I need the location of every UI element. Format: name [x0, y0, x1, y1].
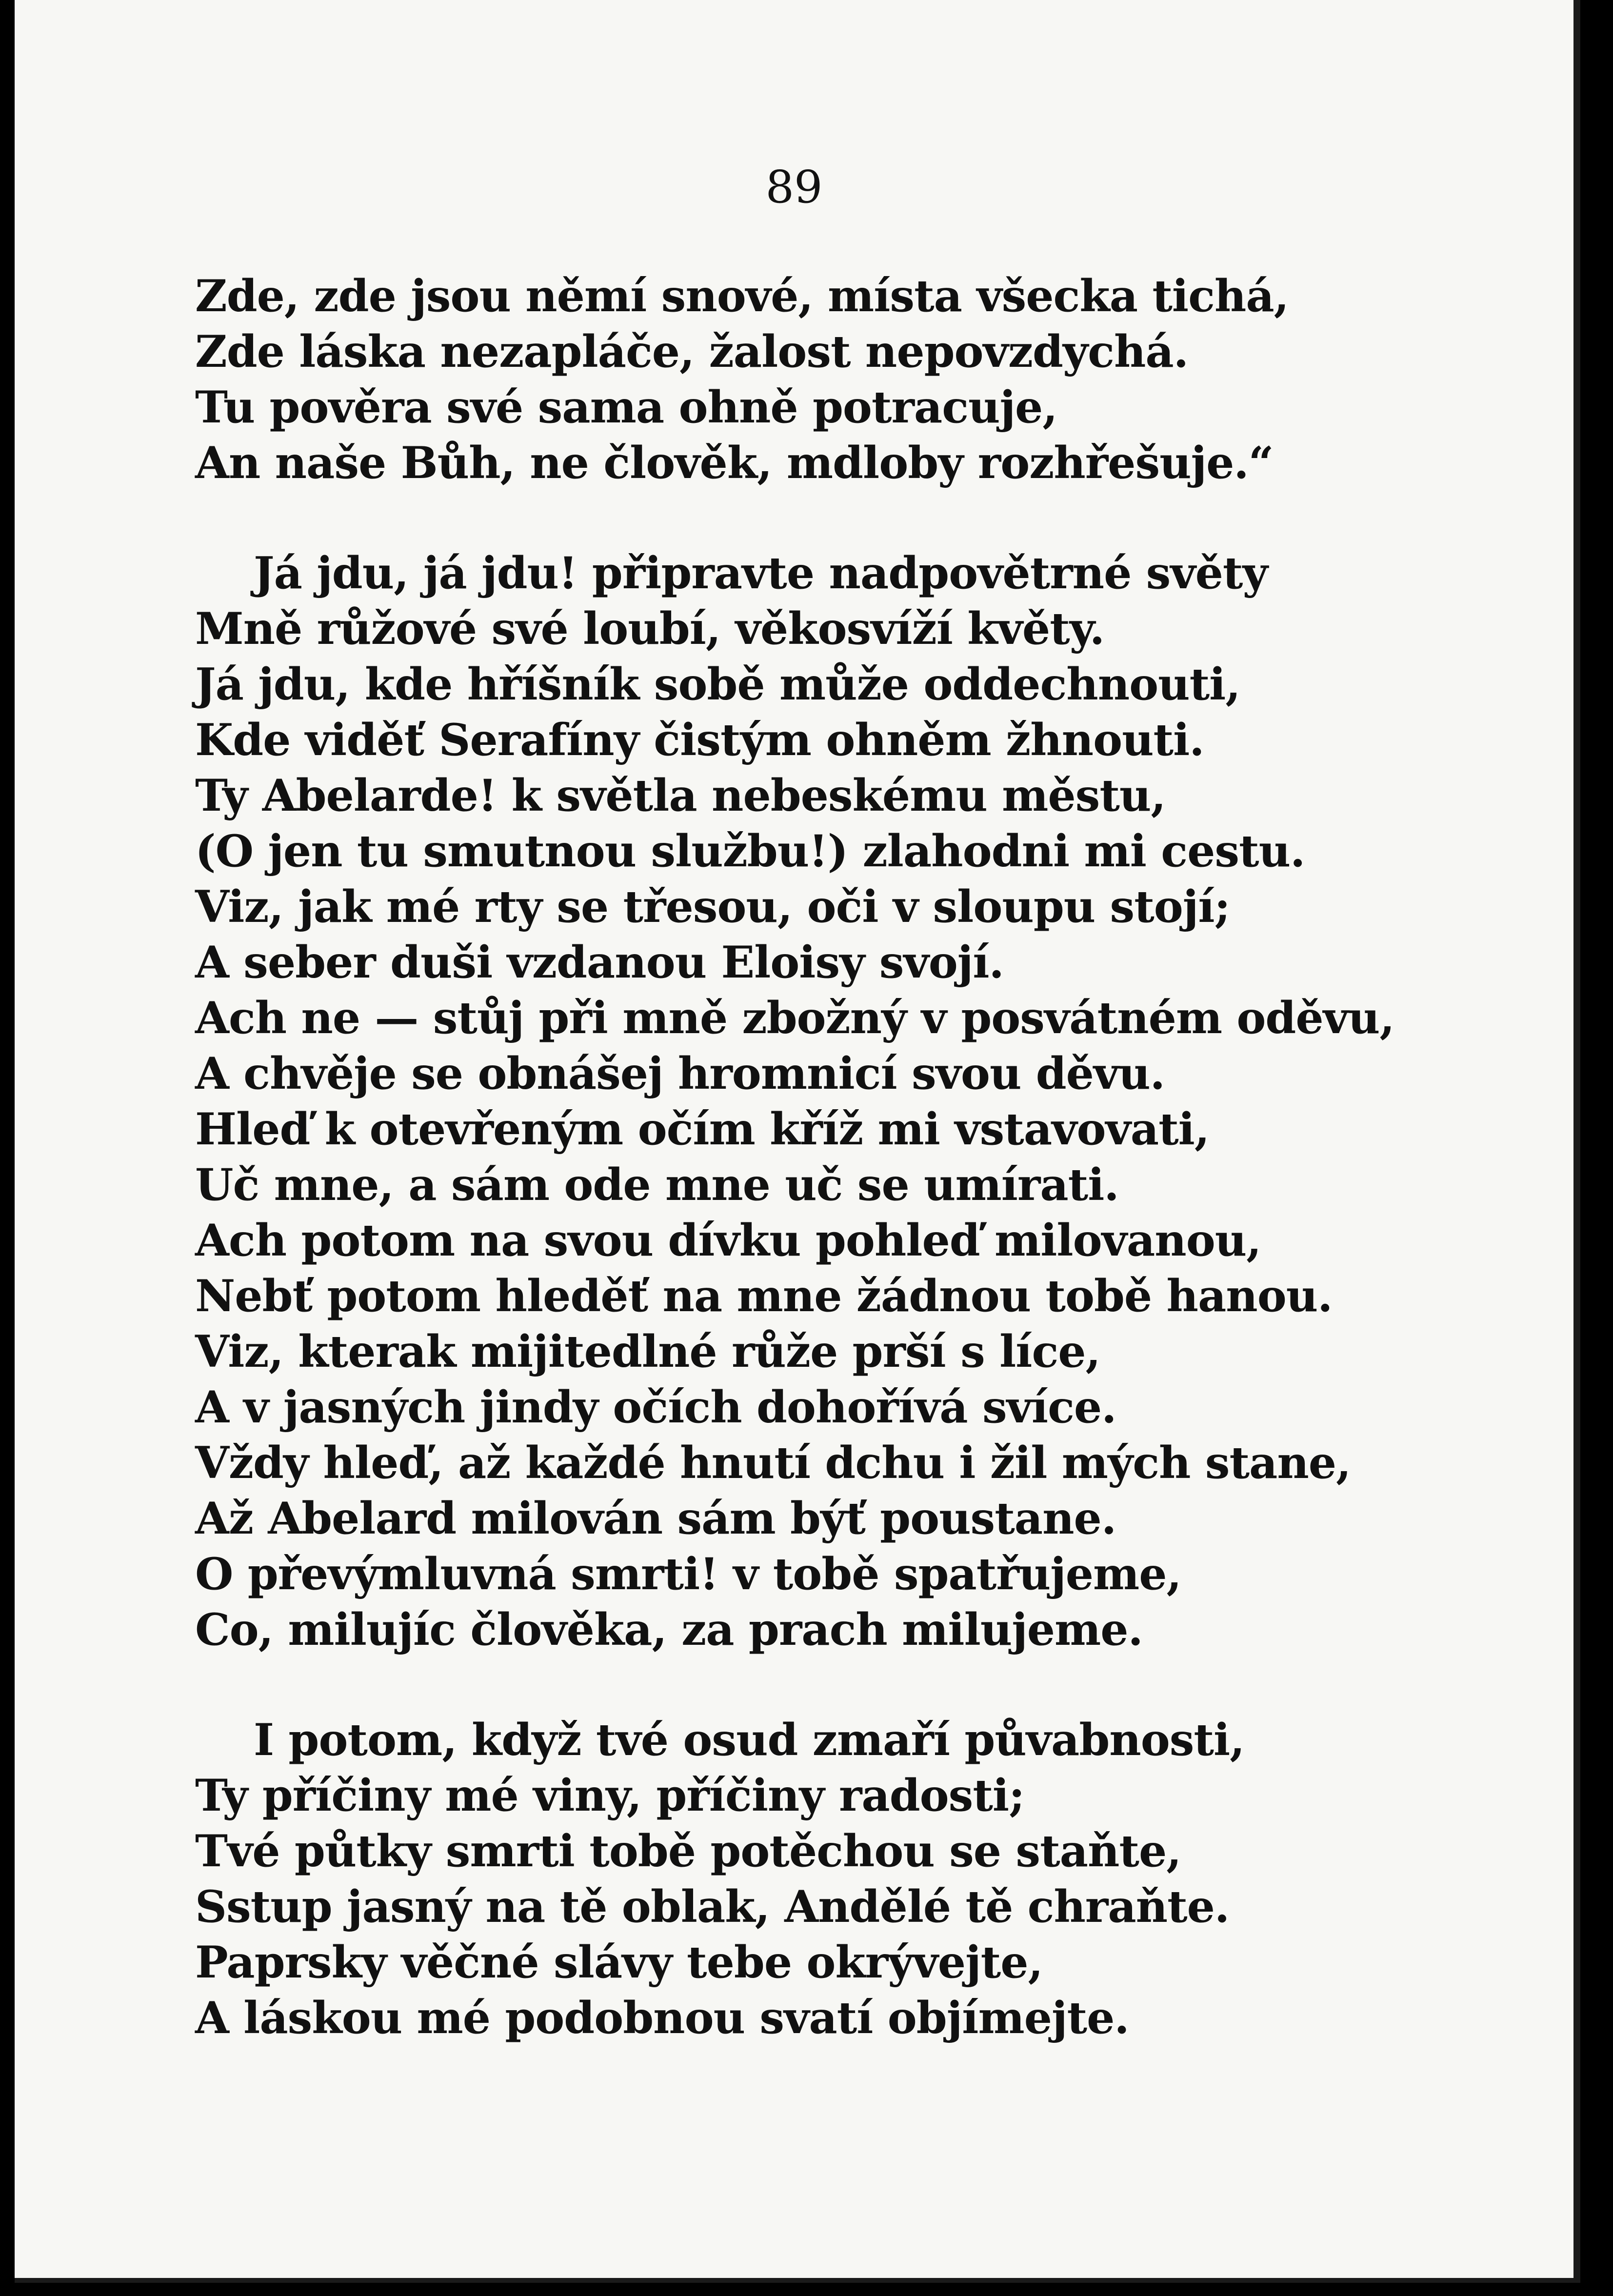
verse-line: A v jasných jindy očích dohořívá svíce. — [195, 1381, 1116, 1433]
verse-line: Uč mne, a sám ode mne uč se umírati. — [195, 1159, 1119, 1211]
verse-line: Mně růžové své loubí, věkosvíží květy. — [195, 603, 1105, 655]
verse-line: Sstup jasný na tě oblak, Andělé tě chraňte. — [195, 1881, 1230, 1933]
verse-line: Viz, jak mé rty se třesou, oči v sloupu stojí; — [195, 881, 1230, 933]
verse-line: A láskou mé podobnou svatí objímejte. — [195, 1992, 1129, 2044]
verse-line: I potom, když tvé osud zmaří půvabnosti, — [254, 1714, 1245, 1766]
verse-line: Já jdu, kde hříšník sobě může oddechnouti, — [195, 659, 1240, 710]
verse-line: An naše Bůh, ne člověk, mdloby rozhřešuje.“ — [195, 437, 1274, 489]
verse-line: Paprsky věčné slávy tebe okrývejte, — [195, 1937, 1043, 1988]
verse-line: Až Abelard milován sám býť poustane. — [195, 1493, 1116, 1544]
verse-line: Zde, zde jsou němí snové, místa všecka tichá, — [195, 270, 1289, 322]
verse-line: Zde láska nezapláče, žalost nepovzdychá. — [195, 326, 1189, 378]
verse-line: Vždy hleď, až každé hnutí dchu i žil mých stane, — [195, 1437, 1351, 1489]
verse-line: (O jen tu smutnou službu!) zlahodni mi cestu. — [195, 825, 1305, 877]
verse-line: O převýmluvná smrti! v tobě spatřujeme, — [195, 1548, 1181, 1600]
stanza-3 — [195, 1712, 1366, 2046]
page-number: 89 — [765, 161, 823, 213]
verse-line: Co, milujíc člověka, za prach milujeme. — [195, 1604, 1143, 1656]
verse-line: Ty Abelarde! k světla nebeskému městu, — [195, 770, 1166, 821]
verse-line: Já jdu, já jdu! připravte nadpovětrné světy — [254, 547, 1268, 599]
verse-line: Ach ne — stůj při mně zbožný v posvátném oděvu, — [195, 992, 1394, 1044]
verse-line: Hleď k otevřeným očím kříž mi vstavovati, — [195, 1103, 1210, 1155]
verse-line: Ach potom na svou dívku pohleď milovanou, — [195, 1215, 1261, 1266]
verse-line: Tu pověra své sama ohně potracuje, — [195, 381, 1057, 433]
stanza-1 — [195, 268, 1366, 491]
verse-line: Nebť potom hleděť na mne žádnou tobě hanou. — [195, 1270, 1333, 1322]
verse-line: Ty příčiny mé viny, příčiny radosti; — [195, 1770, 1025, 1821]
stanza-2 — [195, 545, 1394, 1657]
verse-line: A chvěje se obnášej hromnicí svou děvu. — [195, 1048, 1165, 1099]
verse-line: Viz, kterak mijitedlné růže prší s líce, — [195, 1326, 1100, 1378]
verse-line: A seber duši vzdanou Eloisy svojí. — [195, 937, 1004, 988]
poem-text — [195, 268, 1394, 2100]
book-page — [15, 0, 1580, 2283]
verse-line: Tvé půtky smrti tobě potěchou se staňte, — [195, 1825, 1181, 1877]
verse-line: Kde viděť Serafíny čistým ohněm žhnouti. — [195, 714, 1204, 766]
